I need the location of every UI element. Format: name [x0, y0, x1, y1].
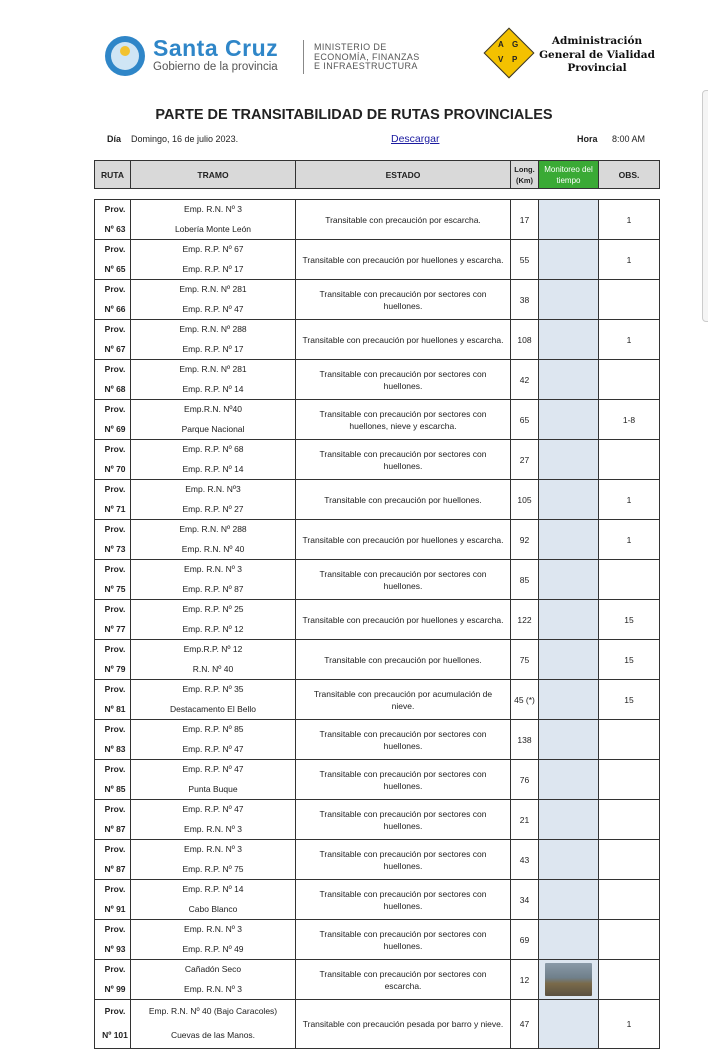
long-cell: 92 [511, 520, 539, 560]
route-number: Nº 87 [95, 859, 131, 880]
tramo-to: Emp. R.P. Nº 75 [131, 859, 296, 880]
route-prov: Prov. [95, 480, 131, 500]
long-cell: 122 [511, 600, 539, 640]
obs-cell [599, 920, 660, 960]
estado-cell: Transitable con precaución por sectores con huellones. [296, 920, 511, 960]
estado-cell: Transitable con precaución por sectores con huellones. [296, 440, 511, 480]
dia-label: Día [107, 134, 122, 144]
obs-cell: 15 [599, 680, 660, 720]
monitoreo-cell [539, 680, 599, 720]
brand-subtitle: Gobierno de la provincia [153, 61, 278, 73]
monitoreo-cell [539, 800, 599, 840]
tramo-from: Emp. R.P. Nº 14 [131, 880, 296, 900]
tramo-to: R.N. Nº 40 [131, 659, 296, 680]
long-cell: 85 [511, 560, 539, 600]
table-row [95, 760, 660, 780]
route-number: Nº 63 [95, 219, 131, 240]
estado-cell: Transitable con precaución por huellones. [296, 640, 511, 680]
route-number: Nº 67 [95, 339, 131, 360]
route-prov: Prov. [95, 920, 131, 940]
monitoreo-cell [539, 880, 599, 920]
estado-cell: Transitable con precaución por sectores con huellones. [296, 720, 511, 760]
obs-cell: 1 [599, 480, 660, 520]
long-cell: 55 [511, 240, 539, 280]
monitoreo-cell [539, 520, 599, 560]
route-number: Nº 77 [95, 619, 131, 640]
route-prov: Prov. [95, 600, 131, 620]
agvp-letter: A [498, 40, 504, 49]
estado-cell: Transitable con precaución por sectores con huellones. [296, 800, 511, 840]
monitoreo-cell [539, 720, 599, 760]
tramo-from: Emp. R.P. Nº 85 [131, 720, 296, 740]
route-number: Nº 65 [95, 259, 131, 280]
table-row [95, 560, 660, 580]
estado-cell: Transitable con precaución por huellones y escarcha. [296, 320, 511, 360]
monitoreo-cell [539, 480, 599, 520]
estado-cell: Transitable con precaución por escarcha. [296, 200, 511, 240]
route-prov: Prov. [95, 440, 131, 460]
tramo-to: Emp. R.P. Nº 49 [131, 939, 296, 960]
obs-cell [599, 960, 660, 1000]
table-row [95, 280, 660, 300]
route-number: Nº 70 [95, 459, 131, 480]
table-row [95, 440, 660, 460]
long-cell: 65 [511, 400, 539, 440]
col-long-line: (Km) [515, 175, 534, 185]
obs-cell: 1 [599, 320, 660, 360]
route-number: Nº 93 [95, 939, 131, 960]
route-number: Nº 81 [95, 699, 131, 720]
ministry-label [314, 43, 420, 72]
long-cell: 75 [511, 640, 539, 680]
header [0, 0, 708, 95]
obs-cell: 15 [599, 640, 660, 680]
monitoreo-cell [539, 600, 599, 640]
route-number: Nº 91 [95, 899, 131, 920]
tramo-from: Emp. R.N. Nº 281 [131, 360, 296, 380]
monitoreo-cell [539, 320, 599, 360]
long-cell: 12 [511, 960, 539, 1000]
estado-cell: Transitable con precaución por sectores con escarcha. [296, 960, 511, 1000]
routes-table [94, 199, 660, 1049]
table-row [95, 600, 660, 620]
brand-name: Santa Cruz [153, 35, 279, 61]
tramo-to: Emp. R.P. Nº 17 [131, 259, 296, 280]
route-prov: Prov. [95, 520, 131, 540]
route-prov: Prov. [95, 320, 131, 340]
tramo-from: Emp. R.N. Nº 3 [131, 200, 296, 220]
tramo-to: Emp. R.N. Nº 3 [131, 819, 296, 840]
monitoreo-cell [539, 640, 599, 680]
col-monitoreo [539, 161, 599, 189]
estado-cell: Transitable con precaución por sectores con huellones, nieve y escarcha. [296, 400, 511, 440]
col-ruta: RUTA [95, 161, 131, 189]
obs-cell [599, 880, 660, 920]
long-cell: 42 [511, 360, 539, 400]
long-cell: 138 [511, 720, 539, 760]
long-cell: 108 [511, 320, 539, 360]
monitoreo-cell[interactable] [539, 960, 599, 1000]
route-prov: Prov. [95, 280, 131, 300]
estado-cell: Transitable con precaución por huellones y escarcha. [296, 520, 511, 560]
route-number: Nº 66 [95, 299, 131, 320]
obs-cell [599, 360, 660, 400]
tramo-to: Emp. R.N. Nº 3 [131, 979, 296, 1000]
tramo-from: Emp. R.N. Nº 40 (Bajo Caracoles) [131, 1000, 296, 1024]
tramo-from: Emp. R.P. Nº 67 [131, 240, 296, 260]
monitoreo-cell [539, 920, 599, 960]
col-long-line: Long. [514, 164, 535, 174]
tramo-to: Punta Buque [131, 779, 296, 800]
route-prov: Prov. [95, 680, 131, 700]
ministry-line: MINISTERIO DE [314, 42, 387, 52]
estado-cell: Transitable con precaución por sectores con huellones. [296, 880, 511, 920]
estado-cell: Transitable con precaución por huellones y escarcha. [296, 240, 511, 280]
table-row [95, 200, 660, 220]
route-prov: Prov. [95, 200, 131, 220]
route-number: Nº 79 [95, 659, 131, 680]
table-row [95, 960, 660, 980]
download-link[interactable]: Descargar [391, 133, 440, 145]
tramo-to: Lobería Monte León [131, 219, 296, 240]
col-monitoreo-line: Monitoreo del [544, 164, 593, 174]
route-prov: Prov. [95, 960, 131, 980]
tramo-from: Emp. R.N. Nº 288 [131, 320, 296, 340]
tramo-to: Destacamento El Bello [131, 699, 296, 720]
page-title: PARTE DE TRANSITABILIDAD DE RUTAS PROVINCIALES [155, 107, 553, 123]
obs-cell [599, 800, 660, 840]
table-row [95, 1000, 660, 1024]
long-cell: 76 [511, 760, 539, 800]
tramo-to: Emp. R.P. Nº 14 [131, 459, 296, 480]
monitoreo-cell [539, 440, 599, 480]
long-cell: 38 [511, 280, 539, 320]
tramo-from: Emp. R.N. Nº 3 [131, 920, 296, 940]
route-prov: Prov. [95, 1000, 131, 1024]
monitoreo-cell [539, 1000, 599, 1049]
tramo-from: Emp.R.N. Nº40 [131, 400, 296, 420]
route-number: Nº 68 [95, 379, 131, 400]
estado-cell: Transitable con precaución por sectores con huellones. [296, 280, 511, 320]
route-number: Nº 69 [95, 419, 131, 440]
long-cell: 43 [511, 840, 539, 880]
tramo-from: Emp. R.P. Nº 68 [131, 440, 296, 460]
route-prov: Prov. [95, 640, 131, 660]
monitoreo-cell [539, 840, 599, 880]
table-row [95, 320, 660, 340]
col-long [511, 161, 539, 189]
tramo-to: Cuevas de las Manos. [131, 1023, 296, 1049]
route-prov: Prov. [95, 880, 131, 900]
agvp-name-line: General de Vialidad [539, 48, 655, 61]
long-cell: 105 [511, 480, 539, 520]
route-number: Nº 71 [95, 499, 131, 520]
tramo-to: Emp. R.P. Nº 87 [131, 579, 296, 600]
obs-cell: 1-8 [599, 400, 660, 440]
ministry-line: ECONOMÍA, FINANZAS [314, 51, 420, 62]
estado-cell: Transitable con precaución pesada por barro y nieve. [296, 1000, 511, 1049]
tramo-to: Emp. R.P. Nº 14 [131, 379, 296, 400]
tramo-from: Emp. R.P. Nº 35 [131, 680, 296, 700]
tramo-from: Emp. R.P. Nº 25 [131, 600, 296, 620]
route-number: Nº 73 [95, 539, 131, 560]
santa-cruz-seal-icon [105, 36, 145, 76]
obs-cell [599, 760, 660, 800]
brand [153, 36, 278, 73]
tramo-to: Emp. R.P. Nº 12 [131, 619, 296, 640]
col-estado: ESTADO [296, 161, 511, 189]
obs-cell: 1 [599, 520, 660, 560]
agvp-name-line: Administración [551, 35, 643, 47]
table-row [95, 800, 660, 820]
route-number: Nº 87 [95, 819, 131, 840]
agvp-letter: G [512, 40, 519, 49]
route-number: Nº 99 [95, 979, 131, 1000]
estado-cell: Transitable con precaución por huellones y escarcha. [296, 600, 511, 640]
route-number: Nº 101 [95, 1023, 131, 1049]
tramo-to: Emp. R.P. Nº 27 [131, 499, 296, 520]
col-monitoreo-line: tiempo [556, 175, 581, 185]
agvp-name-line: Provincial [567, 62, 627, 74]
estado-cell: Transitable con precaución por sectores con huellones. [296, 840, 511, 880]
route-number: Nº 85 [95, 779, 131, 800]
agvp-logo-icon [484, 28, 532, 76]
tramo-to: Parque Nacional [131, 419, 296, 440]
estado-cell: Transitable con precaución por sectores con huellones. [296, 360, 511, 400]
table-header [94, 160, 660, 189]
monitoreo-cell [539, 560, 599, 600]
col-obs: OBS. [599, 161, 660, 189]
obs-cell [599, 440, 660, 480]
long-cell: 17 [511, 200, 539, 240]
divider [303, 40, 304, 74]
tramo-from: Emp. R.P. Nº 47 [131, 800, 296, 820]
table-row [95, 880, 660, 900]
route-prov: Prov. [95, 360, 131, 380]
obs-cell: 1 [599, 1000, 660, 1049]
tramo-to: Emp. R.P. Nº 47 [131, 299, 296, 320]
monitoreo-cell [539, 760, 599, 800]
estado-cell: Transitable con precaución por sectores con huellones. [296, 560, 511, 600]
tramo-from: Emp. R.N. Nº3 [131, 480, 296, 500]
tramo-from: Emp. R.N. Nº 288 [131, 520, 296, 540]
tramo-from: Emp.R.P. Nº 12 [131, 640, 296, 660]
long-cell: 21 [511, 800, 539, 840]
table-row [95, 520, 660, 540]
long-cell: 47 [511, 1000, 539, 1049]
estado-cell: Transitable con precaución por huellones. [296, 480, 511, 520]
table-row [95, 480, 660, 500]
table-row [95, 680, 660, 700]
hora-label: Hora [577, 134, 598, 144]
tramo-from: Emp. R.P. Nº 47 [131, 760, 296, 780]
obs-cell [599, 840, 660, 880]
route-prov: Prov. [95, 760, 131, 780]
tramo-to: Emp. R.N. Nº 40 [131, 539, 296, 560]
scrollbar[interactable] [702, 90, 708, 322]
tramo-to: Cabo Blanco [131, 899, 296, 920]
col-tramo: TRAMO [131, 161, 296, 189]
route-number: Nº 75 [95, 579, 131, 600]
dia-value: Domingo, 16 de julio 2023. [131, 134, 239, 144]
table-row [95, 360, 660, 380]
table-row [95, 920, 660, 940]
route-prov: Prov. [95, 400, 131, 420]
obs-cell: 1 [599, 240, 660, 280]
obs-cell [599, 720, 660, 760]
route-prov: Prov. [95, 840, 131, 860]
obs-cell: 15 [599, 600, 660, 640]
monitoreo-cell [539, 360, 599, 400]
table-row [95, 640, 660, 660]
route-prov: Prov. [95, 240, 131, 260]
obs-cell [599, 280, 660, 320]
long-cell: 27 [511, 440, 539, 480]
tramo-to: Emp. R.P. Nº 17 [131, 339, 296, 360]
hora-value: 8:00 AM [612, 134, 646, 144]
monitoreo-cell [539, 400, 599, 440]
route-prov: Prov. [95, 800, 131, 820]
agvp-letter: V [498, 55, 504, 64]
long-cell: 45 (*) [511, 680, 539, 720]
table-row [95, 840, 660, 860]
table-row [95, 240, 660, 260]
monitoreo-cell [539, 200, 599, 240]
long-cell: 34 [511, 880, 539, 920]
long-cell: 69 [511, 920, 539, 960]
obs-cell [599, 560, 660, 600]
table-row [95, 720, 660, 740]
agvp-letter: P [512, 55, 518, 64]
route-number: Nº 83 [95, 739, 131, 760]
estado-cell: Transitable con precaución por sectores con huellones. [296, 760, 511, 800]
agvp-name [538, 35, 656, 76]
route-prov: Prov. [95, 720, 131, 740]
tramo-from: Emp. R.N. Nº 3 [131, 840, 296, 860]
tramo-from: Emp. R.N. Nº 3 [131, 560, 296, 580]
monitoreo-cell [539, 280, 599, 320]
route-prov: Prov. [95, 560, 131, 580]
estado-cell: Transitable con precaución por acumulación de nieve. [296, 680, 511, 720]
tramo-from: Cañadón Seco [131, 960, 296, 980]
table-row [95, 400, 660, 420]
tramo-to: Emp. R.P. Nº 47 [131, 739, 296, 760]
tramo-from: Emp. R.N. Nº 281 [131, 280, 296, 300]
monitoreo-cell [539, 240, 599, 280]
ministry-line: E INFRAESTRUCTURA [314, 61, 418, 71]
obs-cell: 1 [599, 200, 660, 240]
weather-camera-thumbnail[interactable] [545, 963, 592, 996]
